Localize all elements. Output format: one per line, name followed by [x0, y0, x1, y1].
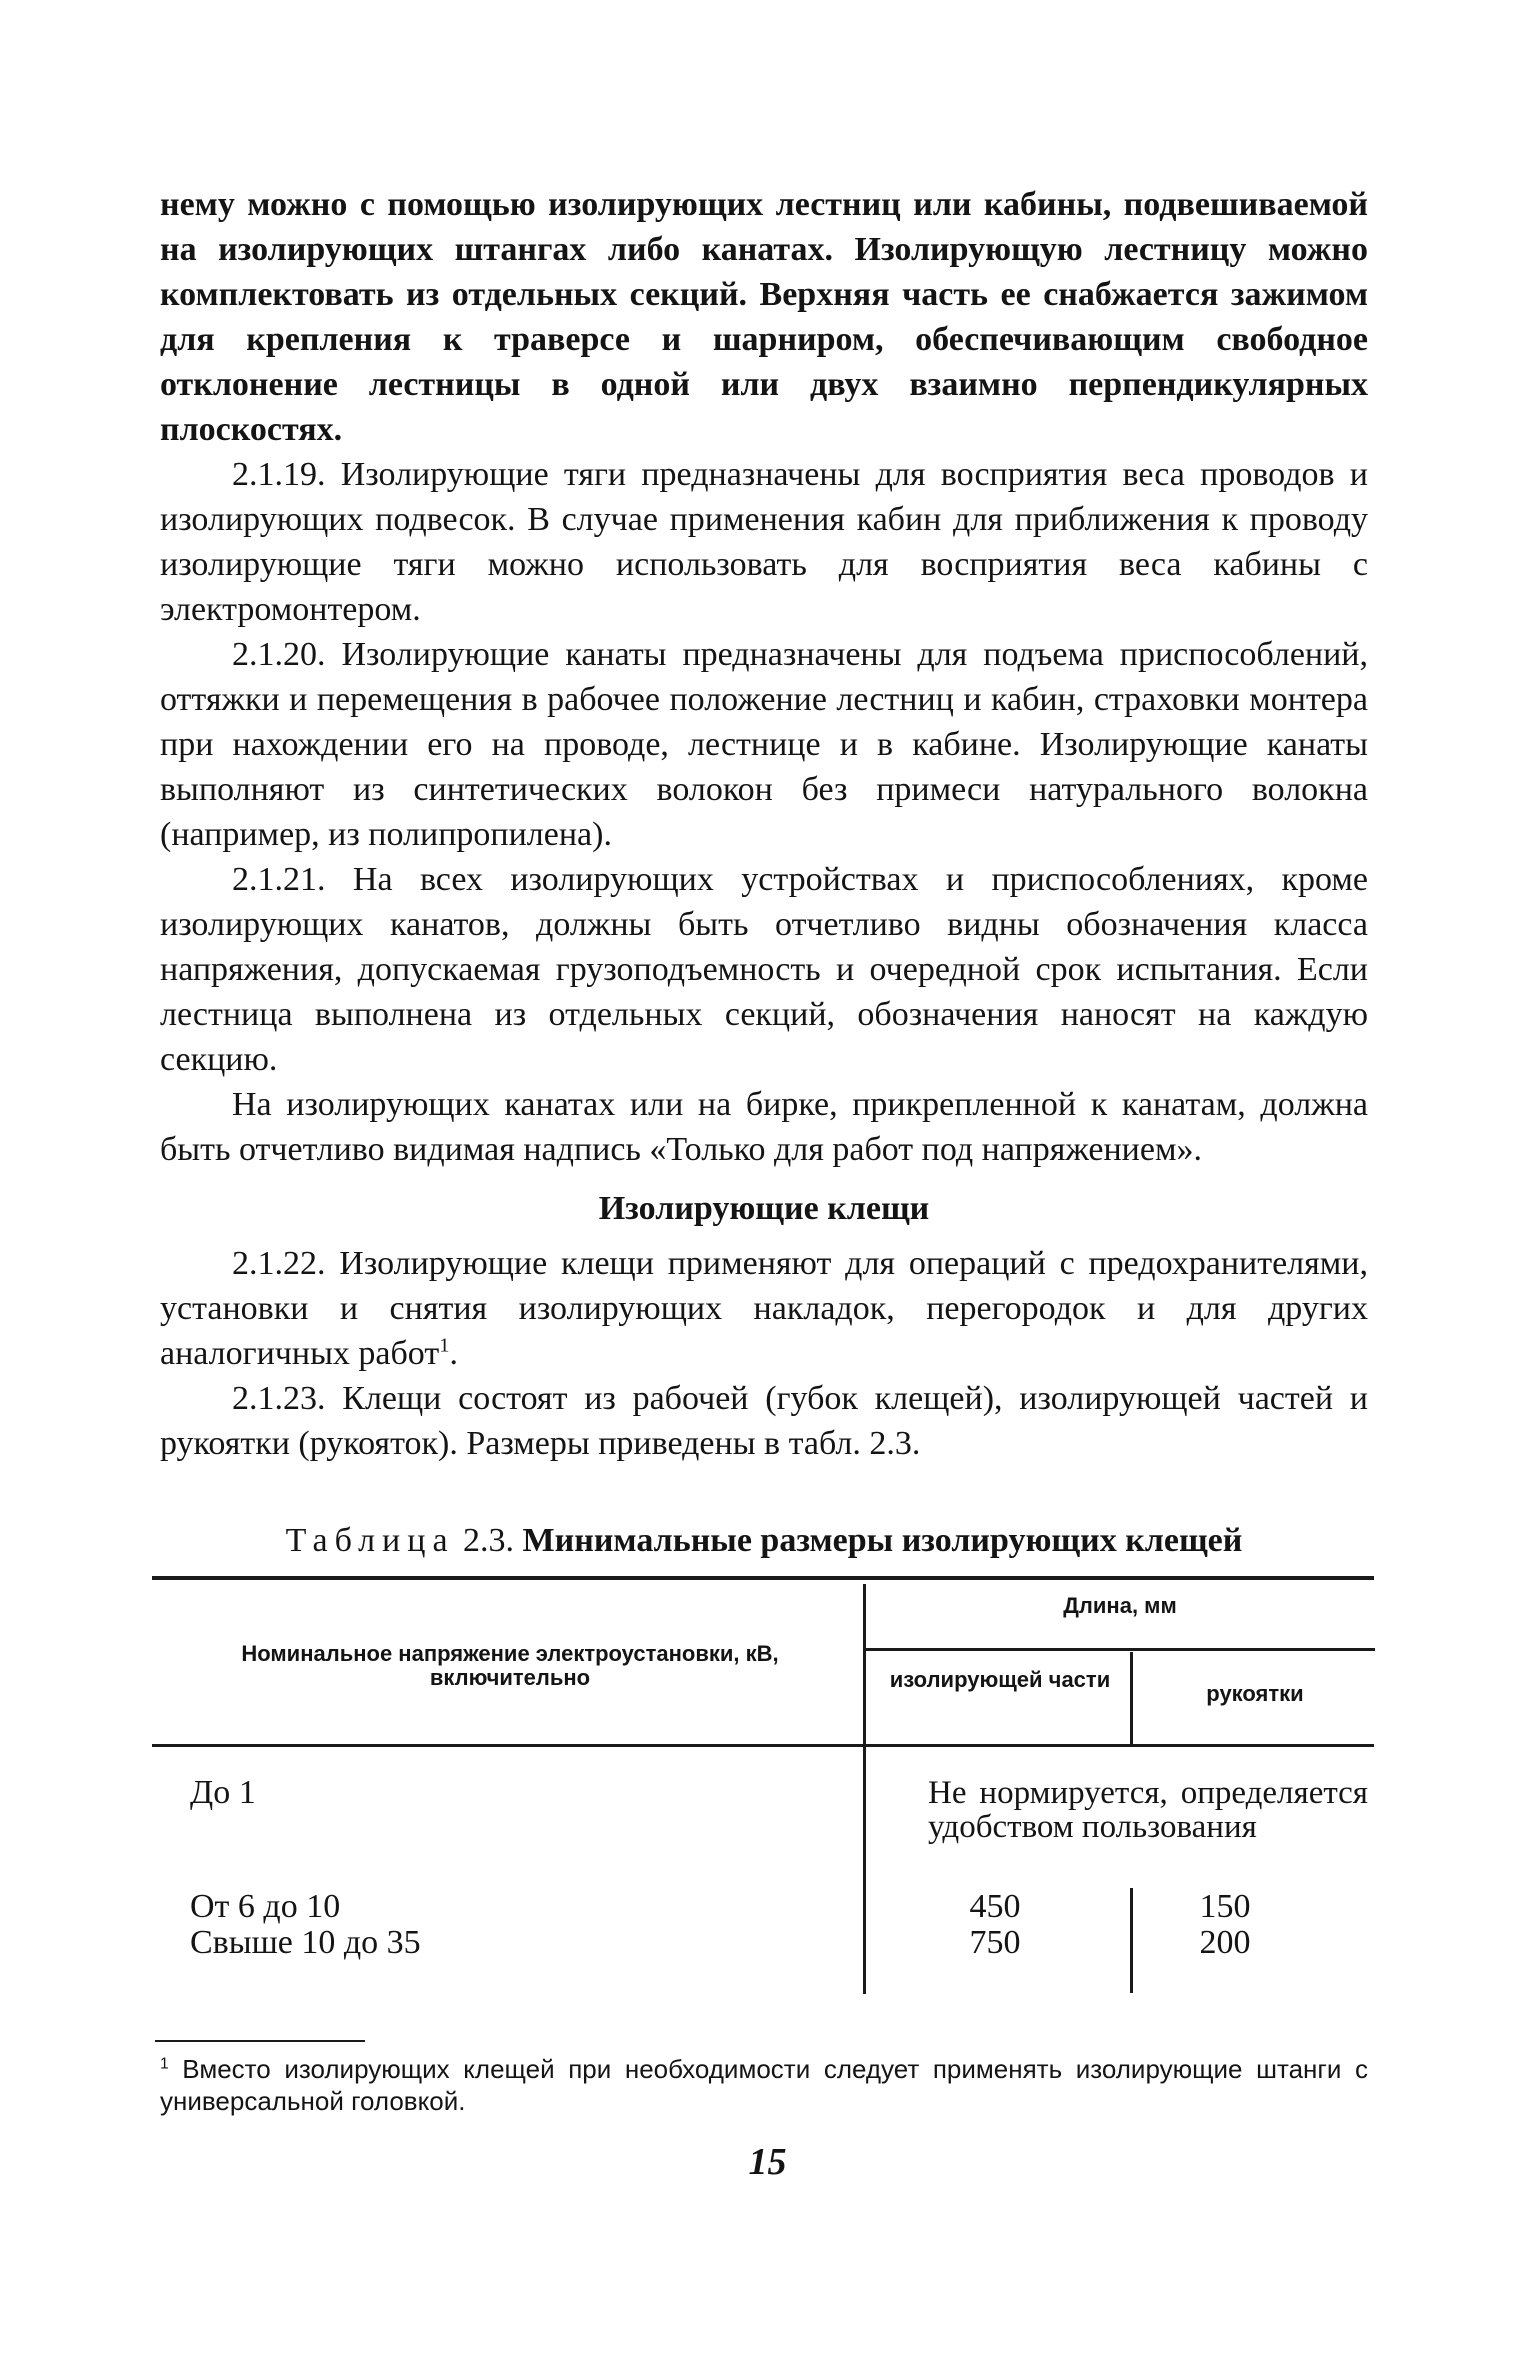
- row-3-insulating: 750: [969, 1924, 1021, 1961]
- paragraph-rope-marking: На изолирующих канатах или на бирке, прикрепленной к канатам, должна быть отчетливо видимая надпись «Только для работ под напряжением».: [160, 1086, 1368, 1168]
- body-text: [160, 182, 1368, 1466]
- table-top-rule: [152, 1576, 1374, 1580]
- table-header-rule: [152, 1744, 1374, 1747]
- row-3-voltage: Свыше 10 до 35: [190, 1924, 421, 1961]
- length-subheader-rule: [865, 1648, 1375, 1651]
- paragraph-2-1-21: 2.1.21. На всех изолирующих устройствах и приспособлениях, кроме изолирующих канатов, должны быть отчетливо видны обозначения класса напряжения, допускаемая грузоподъемность и очередной срок испытания. Если лестница выполнена из отдельных секций, обозначения наносят на каждую секцию.: [160, 861, 1368, 1078]
- row-1-voltage: До 1: [190, 1774, 256, 1811]
- row-1-merged-value: Не нормируется, определяется удобством пользования: [928, 1775, 1368, 1845]
- table-title-prefix: Таблица: [285, 1522, 455, 1559]
- footnote-reference: 1: [439, 1334, 450, 1357]
- header-length: Длина, мм: [1063, 1593, 1177, 1618]
- paragraph-2-1-22-text: 2.1.22. Изолирующие клещи применяют для операций с предохранителями, установки и снятия изолирующих накладок, перегородок и для других аналогичных работ: [160, 1245, 1368, 1372]
- page-number: 15: [748, 2141, 787, 2183]
- header-voltage: Номинальное напряжение электроустановки, кВ, включительно: [241, 1641, 779, 1690]
- table-title: [160, 1518, 1368, 1563]
- dimensions-table: [160, 1576, 1368, 2021]
- paragraph-2-1-23: 2.1.23. Клещи состоят из рабочей (губок клещей), изолирующей частей и рукоятки (рукояток). Размеры приведены в табл. 2.3.: [160, 1380, 1368, 1462]
- table-title-number: 2.3.: [463, 1522, 515, 1559]
- row-2-insulating: 450: [969, 1888, 1021, 1925]
- row-2-voltage: От 6 до 10: [190, 1888, 341, 1925]
- body-column-divider: [1130, 1888, 1133, 1993]
- footnote: [160, 2053, 1368, 2117]
- footnote-marker: 1: [160, 2055, 169, 2073]
- row-2-handle: 150: [1199, 1888, 1251, 1925]
- paragraph-2-1-19: 2.1.19. Изолирующие тяги предназначены для восприятия веса проводов и изолирующих подвесок. В случае применения кабин для приближения к проводу изолирующие тяги можно использовать для восприятия веса кабины с электромонтером.: [160, 456, 1368, 628]
- paragraph-2-1-20: 2.1.20. Изолирующие канаты предназначены для подъема приспособлений, оттяжки и перемещения в рабочее положение лестниц и кабин, страховки монтера при нахождении его на проводе, лестнице и в кабине. Изолирующие канаты выполняют из синтетических волокон без примеси натурального волокна (например, из полипропилена).: [160, 636, 1368, 853]
- paragraph-2-1-22: [160, 1241, 1368, 1376]
- footnote-separator: [155, 2040, 365, 2042]
- section-heading: Изолирующие клещи: [598, 1190, 930, 1227]
- table-title-text: Минимальные размеры изолирующих клещей: [522, 1522, 1243, 1559]
- header-handle: рукоятки: [1206, 1681, 1304, 1706]
- subheader-column-divider: [1130, 1652, 1133, 1744]
- header-insulating-part: изолирующей части: [889, 1667, 1111, 1692]
- table-column-divider: [863, 1584, 866, 1994]
- footnote-text: Вместо изолирующих клещей при необходимости следует применять изолирующие штанги с универсальной головкой.: [160, 2054, 1368, 2116]
- row-3-handle: 200: [1199, 1924, 1251, 1961]
- paragraph-2-1-22-end: .: [449, 1335, 458, 1372]
- paragraph-continuation: нему можно с помощью изолирующих лестниц или кабины, подвешиваемой на изолирующих штангах либо канатах. Изолирующую лестницу можно комплектовать из отдельных секций. Верхняя часть ее снабжается зажимом для крепления к траверсе и шарниром, обеспечивающим свободное отклонение лестницы в одной или двух взаимно перпендикулярных плоскостях.: [160, 186, 1368, 448]
